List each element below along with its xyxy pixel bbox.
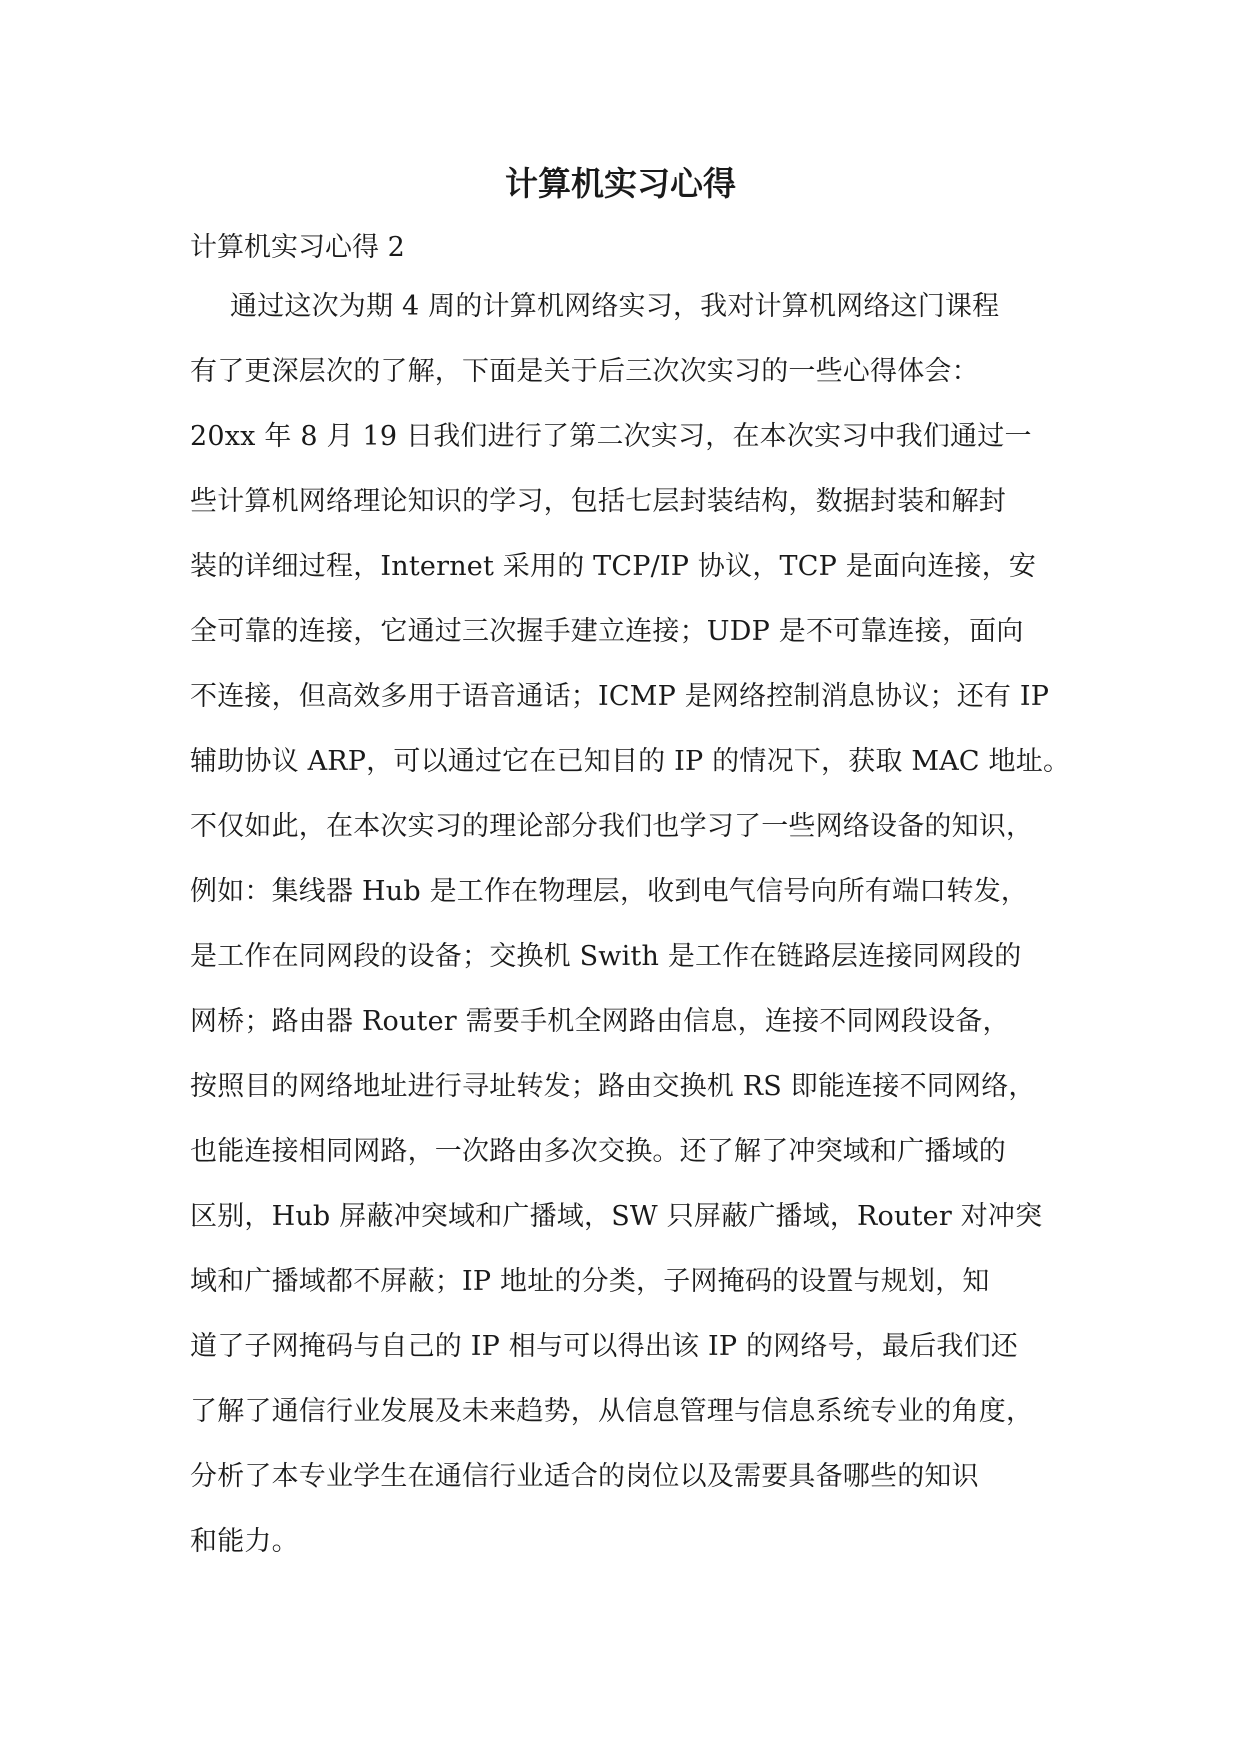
body-line: 不连接，但高效多用于语音通话；ICMP 是网络控制消息协议；还有 IP <box>190 681 1050 712</box>
body-line: 是工作在同网段的设备；交换机 Swith 是工作在链路层连接同网段的 <box>190 941 1022 972</box>
body-line: 道了子网掩码与自己的 IP 相与可以得出该 IP 的网络号，最后我们还 <box>190 1331 1018 1362</box>
body-line: 和能力。 <box>190 1526 299 1557</box>
body-line: 有了更深层次的了解，下面是关于后三次次实习的一些心得体会： <box>190 356 979 387</box>
body-line: 网桥；路由器 Router 需要手机全网路由信息，连接不同网段设备， <box>190 1006 1010 1037</box>
body-line: 按照目的网络地址进行寻址转发；路由交换机 RS 即能连接不同网络， <box>190 1071 1036 1102</box>
body-line: 分析了本专业学生在通信行业适合的岗位以及需要具备哪些的知识 <box>190 1461 979 1492</box>
body-line: 了解了通信行业发展及未来趋势，从信息管理与信息系统专业的角度， <box>190 1396 1034 1427</box>
body-line: 装的详细过程，Internet 采用的 TCP/IP 协议，TCP 是面向连接，安 <box>190 551 1037 582</box>
document-title: 计算机实习心得 <box>505 164 736 203</box>
body-line: 些计算机网络理论知识的学习，包括七层封装结构，数据封装和解封 <box>190 486 1006 517</box>
section-subtitle: 计算机实习心得 2 <box>190 232 405 263</box>
body-line: 例如：集线器 Hub 是工作在物理层，收到电气信号向所有端口转发， <box>190 876 1028 907</box>
body-line: 域和广播域都不屏蔽；IP 地址的分类，子网掩码的设置与规划，知 <box>190 1266 990 1297</box>
body-line: 区别，Hub 屏蔽冲突域和广播域，SW 只屏蔽广播域，Router 对冲突 <box>190 1201 1043 1232</box>
body-line: 20xx 年 8 月 19 日我们进行了第二次实习，在本次实习中我们通过一 <box>190 421 1032 452</box>
body-line: 通过这次为期 4 周的计算机网络实习，我对计算机网络这门课程 <box>230 291 1000 322</box>
body-line: 辅助协议 ARP，可以通过它在已知目的 IP 的情况下，获取 MAC 地址。 <box>190 746 1071 777</box>
body-line: 全可靠的连接，它通过三次握手建立连接；UDP 是不可靠连接，面向 <box>190 616 1024 647</box>
body-line: 也能连接相同网路，一次路由多次交换。还了解了冲突域和广播域的 <box>190 1136 1006 1167</box>
body-line: 不仅如此，在本次实习的理论部分我们也学习了一些网络设备的知识， <box>190 811 1034 842</box>
